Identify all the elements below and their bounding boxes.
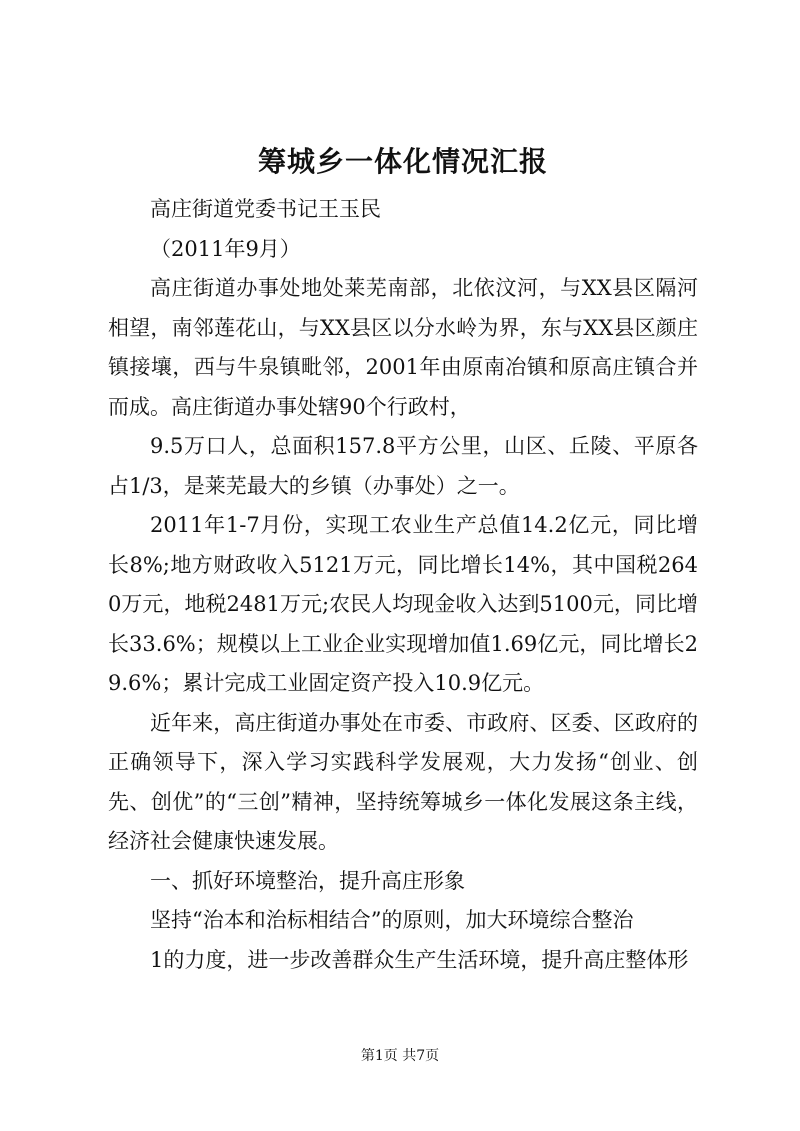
body-paragraph: 2011年1-7月份，实现工农业生产总值14.2亿元，同比增长8%;地方财政收入5121万元，同比增长14%，其中国税2640万元，地税2481万元;农民人均现金收入达到5100元，同比增长33.6%；规模以上工业企业实现增加值1.69亿元，同比增长29.6%；累计完成工业固定资产投入10.9亿元。	[108, 513, 698, 695]
body-paragraph: 高庄街道办事处地处莱芜南部，北依汶河，与XX县区隔河相望，南邻莲花山，与XX县区以分水岭为界，东与XX县区颜庄镇接壤，西与牛泉镇毗邻，2001年由原南冶镇和原高庄镇合并而成。高庄街道办事处辖90个行政村，	[108, 276, 698, 419]
author-line: 高庄街道党委书记王玉民	[150, 197, 381, 221]
page-indicator: 第1页 共7页	[360, 1048, 440, 1064]
body-paragraph: 近年来，高庄街道办事处在市委、市政府、区委、区政府的正确领导下，深入学习实践科学发展观，大力发扬“创业、创先、创优”的“三创”精神，坚持统筹城乡一体化发展这条主线，经济社会健康快速发展。	[108, 710, 698, 853]
document-title: 筹城乡一体化情况汇报	[257, 145, 548, 178]
body-paragraph: 9.5万口人，总面积157.8平方公里，山区、丘陵、平原各占1/3，是莱芜最大的乡镇（办事处）之一。	[108, 434, 698, 498]
document-body	[108, 190, 698, 980]
section-heading: 一、抓好环境整治，提升高庄形象	[150, 868, 465, 893]
body-paragraph: 坚持“治本和治标相结合”的原则，加大环境综合整治	[150, 908, 634, 932]
document-page	[108, 0, 698, 1131]
body-paragraph: 1的力度，进一步改善群众生产生活环境，提升高庄整体形	[150, 947, 689, 972]
date-line: （2011年9月）	[150, 236, 301, 261]
